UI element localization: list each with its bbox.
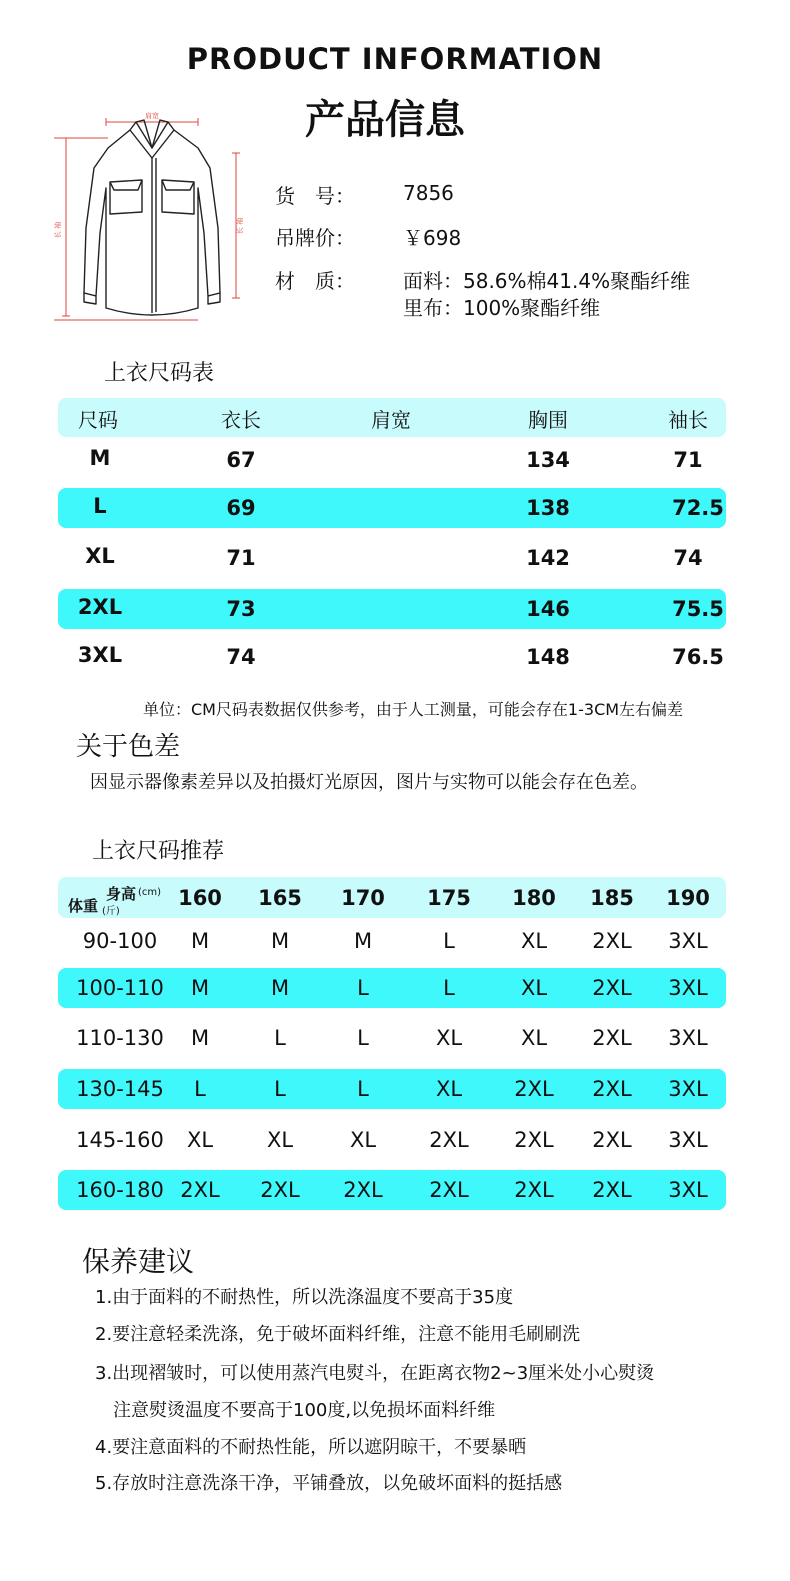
chest-cell: 138 xyxy=(526,496,570,520)
size-cell: 2XL xyxy=(180,1178,220,1202)
size-cell: L xyxy=(357,1077,369,1101)
table-row xyxy=(58,921,726,961)
size-cell: M xyxy=(270,929,290,953)
size-cell: XL xyxy=(520,1026,548,1050)
height-165: 165 xyxy=(258,886,302,910)
sleeve-cell: 75.5 xyxy=(672,597,724,621)
size-cell: L xyxy=(93,494,107,518)
size-cell: 2XL xyxy=(592,929,632,953)
size-cell: XL xyxy=(266,1128,294,1152)
sleeve-cell: 76.5 xyxy=(672,645,724,669)
weight-cell: 110-130 xyxy=(76,1026,164,1050)
size-cell: 2XL xyxy=(514,1128,554,1152)
size-cell: M xyxy=(270,976,290,1000)
table-row xyxy=(58,1170,726,1210)
length-cell: 69 xyxy=(226,496,256,520)
size-cell: 2XL xyxy=(77,595,123,619)
size-cell: 3XL xyxy=(668,976,708,1000)
size-cell: M xyxy=(190,1026,210,1050)
table-row xyxy=(58,1069,726,1109)
sleeve-cell: 72.5 xyxy=(672,496,724,520)
weight-cell: 130-145 xyxy=(76,1077,164,1101)
size-cell: 3XL xyxy=(668,929,708,953)
chest-cell: 142 xyxy=(526,546,570,570)
size-cell: L xyxy=(194,1077,206,1101)
header-length: 衣长 xyxy=(221,408,261,432)
weight-cell: 100-110 xyxy=(76,976,164,1000)
size-cell: M xyxy=(89,446,111,470)
size-table-note: 单位：CM尺码表数据仅供参考，由于人工测量，可能会存在1-3CM左右偏差 xyxy=(142,700,684,719)
size-cell: 2XL xyxy=(592,976,632,1000)
height-175: 175 xyxy=(427,886,471,910)
sleeve-label: 长 袖 xyxy=(236,217,244,235)
color-note-text: 因显示器像素差异以及拍摄灯光原因，图片与实物可以能会存在色差。 xyxy=(90,772,648,793)
care-item: 5.存放时注意洗涤干净，平铺叠放，以免破坏面料的挺括感 xyxy=(95,1473,563,1494)
rec-table-title: 上衣尺码推荐 xyxy=(92,839,225,864)
size-cell: 3XL xyxy=(668,1077,708,1101)
info-label-sku: 货 号： xyxy=(275,184,355,208)
table-row xyxy=(58,968,726,1008)
corner-height: 身高 xyxy=(106,885,137,903)
size-cell: 2XL xyxy=(592,1178,632,1202)
size-cell: 2XL xyxy=(343,1178,383,1202)
size-cell: L xyxy=(274,1077,286,1101)
size-cell: 2XL xyxy=(592,1077,632,1101)
size-cell: 2XL xyxy=(592,1026,632,1050)
height-170: 170 xyxy=(341,886,385,910)
title-en: PRODUCT INFORMATION xyxy=(186,42,604,76)
table-row xyxy=(58,637,726,677)
size-cell: 2XL xyxy=(260,1178,300,1202)
weight-cell: 90-100 xyxy=(82,929,158,953)
info-label-material: 材 质： xyxy=(275,269,355,293)
header-sleeve: 袖长 xyxy=(668,408,708,432)
size-cell: L xyxy=(274,1026,286,1050)
sleeve-cell: 71 xyxy=(673,448,703,472)
size-cell: XL xyxy=(520,929,548,953)
table-row xyxy=(58,440,726,480)
care-item: 3.出现褶皱时，可以使用蒸汽电熨斗，在距离衣物2~3厘米处小心熨烫 xyxy=(95,1363,655,1384)
size-table-title: 上衣尺码表 xyxy=(104,361,215,386)
table-row xyxy=(58,589,726,629)
corner-weight: 体重 xyxy=(68,897,99,915)
color-note-title: 关于色差 xyxy=(76,732,181,762)
size-cell: XL xyxy=(85,544,115,568)
length-cell: 74 xyxy=(226,645,256,669)
size-cell: 3XL xyxy=(668,1178,708,1202)
info-value-lining: 里布：100%聚酯纤维 xyxy=(403,296,601,320)
size-cell: L xyxy=(357,976,369,1000)
info-value-material: 面料：58.6%棉41.4%聚酯纤维 xyxy=(403,269,691,293)
size-cell: L xyxy=(443,976,455,1000)
size-cell: 3XL xyxy=(77,643,123,667)
size-cell: 2XL xyxy=(514,1178,554,1202)
size-cell: L xyxy=(357,1026,369,1050)
rec-table-header xyxy=(58,877,726,918)
length-label: 长 袖 xyxy=(54,221,62,239)
info-label-price: 吊牌价： xyxy=(275,226,355,250)
size-cell: 2XL xyxy=(514,1077,554,1101)
size-cell: 3XL xyxy=(668,1128,708,1152)
size-cell: 3XL xyxy=(668,1026,708,1050)
weight-cell: 160-180 xyxy=(76,1178,164,1202)
height-180: 180 xyxy=(512,886,556,910)
length-cell: 73 xyxy=(226,597,256,621)
care-item: 4.要注意面料的不耐热性能，所以遮阴晾干，不要暴晒 xyxy=(95,1437,527,1458)
height-185: 185 xyxy=(590,886,634,910)
header-shoulder: 肩宽 xyxy=(371,408,411,432)
size-cell: M xyxy=(353,929,373,953)
size-cell: M xyxy=(190,976,210,1000)
corner-weight-unit: (斤) xyxy=(102,906,120,917)
table-row xyxy=(58,538,726,578)
title-cn: 产品信息 xyxy=(305,97,465,143)
height-190: 190 xyxy=(666,886,710,910)
table-row xyxy=(58,488,726,528)
length-cell: 71 xyxy=(226,546,256,570)
size-cell: XL xyxy=(435,1077,463,1101)
header-size: 尺码 xyxy=(78,408,118,432)
size-cell: 2XL xyxy=(429,1178,469,1202)
shoulder-label: 肩宽 xyxy=(145,112,159,120)
size-cell: XL xyxy=(520,976,548,1000)
chest-cell: 134 xyxy=(526,448,570,472)
size-cell: XL xyxy=(435,1026,463,1050)
care-title: 保养建议 xyxy=(82,1245,195,1278)
weight-cell: 145-160 xyxy=(76,1128,164,1152)
chest-cell: 148 xyxy=(526,645,570,669)
header-chest: 胸围 xyxy=(528,408,568,432)
size-cell: XL xyxy=(186,1128,214,1152)
info-value-sku: 7856 xyxy=(403,181,454,205)
size-cell: L xyxy=(443,929,455,953)
table-row xyxy=(58,1018,726,1058)
size-cell: XL xyxy=(349,1128,377,1152)
corner-height-unit: (cm) xyxy=(138,887,162,898)
care-item: 1.由于面料的不耐热性，所以洗涤温度不要高于35度 xyxy=(95,1287,514,1308)
info-value-price: ￥698 xyxy=(403,226,462,250)
length-cell: 67 xyxy=(226,448,256,472)
size-table-header xyxy=(58,398,726,437)
sleeve-cell: 74 xyxy=(673,546,703,570)
chest-cell: 146 xyxy=(526,597,570,621)
size-cell: M xyxy=(190,929,210,953)
height-160: 160 xyxy=(178,886,222,910)
table-row xyxy=(58,1120,726,1160)
care-item-continued: 注意熨烫温度不要高于100度,以免损坏面料纤维 xyxy=(113,1400,496,1421)
shirt-diagram xyxy=(48,108,258,330)
size-cell: 2XL xyxy=(429,1128,469,1152)
care-item: 2.要注意轻柔洗涤，免于破坏面料纤维，注意不能用毛刷刷洗 xyxy=(95,1324,581,1345)
size-cell: 2XL xyxy=(592,1128,632,1152)
